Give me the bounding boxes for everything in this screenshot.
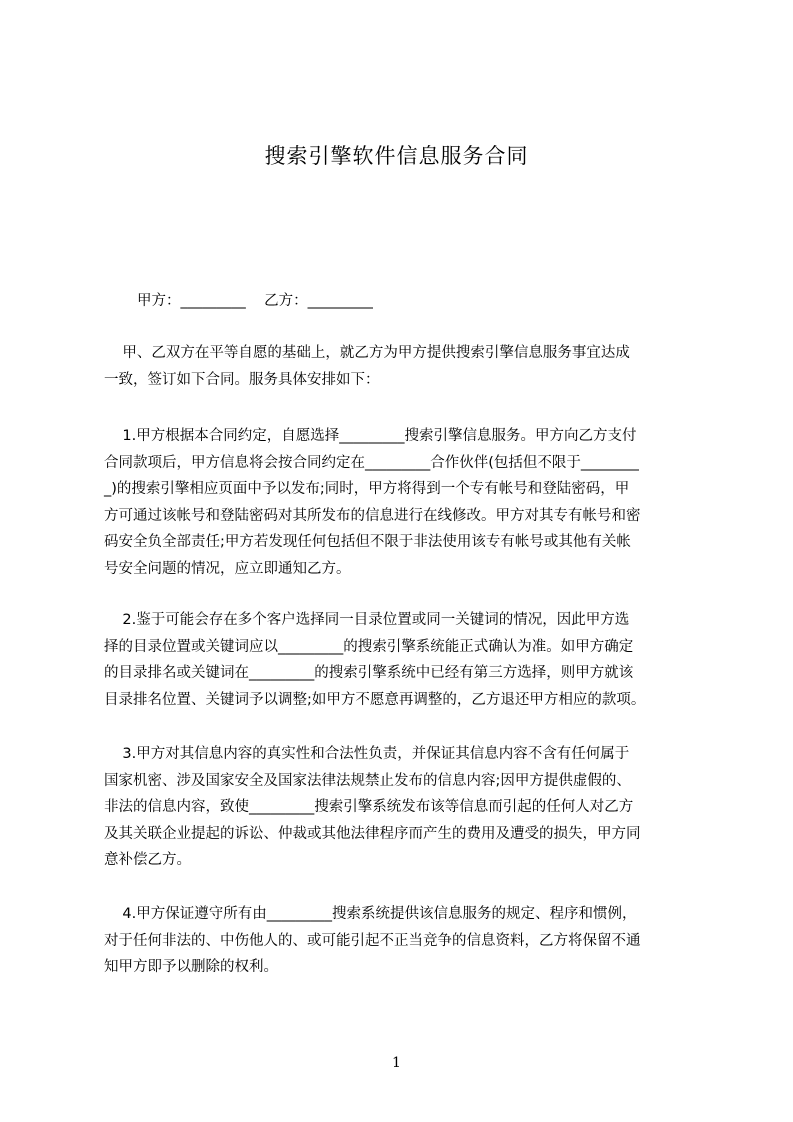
clause-1 (104, 423, 700, 582)
text-line: 4.甲方保证遵守所有由_________搜索系统提供该信息服务的规定、程序和惯例， (104, 906, 637, 922)
text-line: 一致，签订如下合同。服务具体安排如下： (104, 371, 380, 388)
clause-2 (104, 607, 700, 713)
clause-4 (104, 901, 700, 981)
text-line: 国家机密、涉及国家安全及国家法律法规禁止发布的信息内容;因甲方提供虚假的、 (104, 772, 631, 789)
document-title: 搜索引擎软件信息服务合同 (264, 144, 529, 168)
text-line: 1.甲方根据本合同约定，自愿选择_________搜索引擎信息服务。甲方向乙方支付 (104, 428, 637, 444)
text-line: 的目录排名或关键词在_________的搜索引擎系统中已经有第三方选择，则甲方就该 (104, 665, 634, 681)
text-line: _)的搜索引擎相应页面中予以发布;同时，甲方将得到一个专有帐号和登陆密码，甲 (104, 481, 630, 497)
text-line: 号安全问题的情况，应立即通知乙方。 (104, 560, 351, 577)
clause-3 (104, 741, 700, 874)
page-number: 1 (392, 1055, 401, 1071)
text-line: 知甲方即予以删除的权利。 (104, 959, 278, 975)
text-line: 3.甲方对其信息内容的真实性和合法性负责，并保证其信息内容不含有任何属于 (104, 746, 630, 762)
text-line: 意补偿乙方。 (104, 852, 191, 868)
text-line: 对于任何非法的、中伤他人的、或可能引起不正当竞争的信息资料，乙方将保留不通 (104, 932, 641, 949)
parties-line: 甲方：_________ 乙方：_________ (137, 293, 373, 309)
text-line: 合同款项后，甲方信息将会按合同约定在_________合作伙伴(包括但不限于________ (104, 454, 639, 471)
text-line: 2.鉴于可能会存在多个客户选择同一目录位置或同一关键词的情况，因此甲方选 (104, 612, 630, 628)
text-line: 码安全负全部责任;甲方若发现任何包括但不限于非法使用该专有帐号或其他有关帐 (104, 534, 631, 550)
text-line: 择的目录位置或关键词应以_________的搜索引擎系统能正式确认为准。如甲方确定 (104, 638, 634, 655)
paragraph-intro (104, 340, 700, 393)
text-line: 甲、乙双方在平等自愿的基础上，就乙方为甲方提供搜索引擎信息服务事宜达成 (104, 345, 630, 361)
text-line: 方可通过该帐号和登陆密码对其所发布的信息进行在线修改。甲方对其专有帐号和密 (104, 507, 641, 524)
text-line: 及其关联企业提起的诉讼、仲裁或其他法律程序而产生的费用及遭受的损失，甲方同 (104, 825, 641, 842)
text-line: 非法的信息内容，致使_________搜索引擎系统发布该等信息而引起的任何人对乙方 (104, 799, 634, 815)
text-line: 目录排名位置、关键词予以调整;如甲方不愿意再调整的，乙方退还甲方相应的款项。 (104, 691, 646, 708)
